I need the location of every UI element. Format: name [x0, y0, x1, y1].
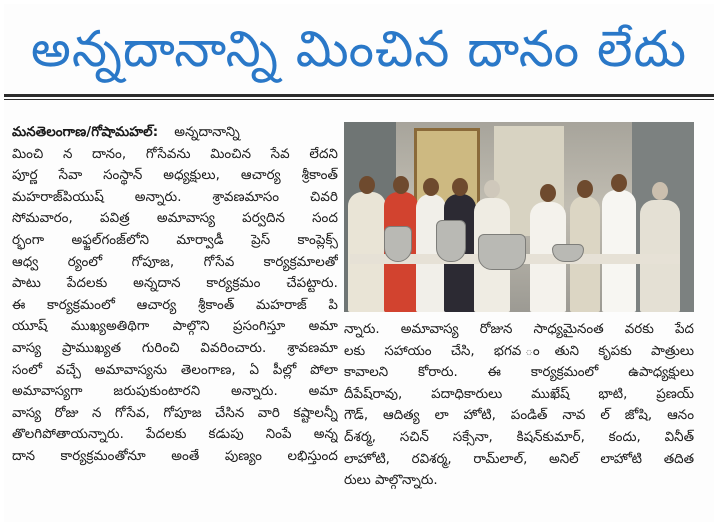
article-line: సోమవారం, పవిత్ర అమావాస్య పర్వదిన సంద	[12, 211, 338, 227]
article-line: ర్భంగా అఫ్జల్‌గంజ్‌లోని మార్వాడీ ప్రెస్ కాంప్లెక్స్	[12, 232, 338, 248]
photo-person-head	[652, 182, 668, 200]
article-line: ఆధ్వ ర్యంలో గోపూజ, గోసేవ కార్యక్రమాలతో	[12, 254, 338, 270]
article-line: దాన కార్యక్రమంతోనూ అంతే పుణ్యం లభిస్తుంద	[12, 448, 338, 464]
article-line: పాటు పేదలకు అన్నదాన కార్యక్రమం చేపట్టారు.	[12, 276, 338, 292]
article-line: యూష్ ముఖ్యఅతిథిగా పాల్గొని ప్రసంగిస్తూ అమా	[12, 319, 338, 335]
photo-person-head	[393, 176, 409, 194]
photo-person-head	[423, 178, 439, 196]
article-line: మహరాజ్‌పియుష్ అన్నారు. శ్రావణమాసం చివరి	[12, 189, 338, 205]
photo-person-head	[359, 176, 375, 194]
article-line: వాస్య రోజు న గోసేవ, గోపూజ చేసిన వారి కష్టాలన్నీ	[12, 405, 338, 421]
article-line: పూర్ణ సేవా సంస్థాన్ అధ్యక్షులు, ఆచార్య శ్రీకాంత్	[12, 168, 338, 184]
photo-cooking-pot	[384, 226, 412, 262]
event-photo	[344, 122, 694, 312]
photo-person-head	[452, 178, 468, 196]
headline: అన్నదానాన్ని మించిన దానం లేదు	[30, 20, 688, 78]
headline-rule	[4, 94, 714, 97]
article-line: సంలో వచ్చే అమావాస్యను తెలంగాణ, ఏ పీల్లో పోలా	[12, 362, 338, 378]
article-left-column	[12, 122, 338, 468]
photo-person-head	[540, 184, 556, 202]
article-line: రులు పాల్గొన్నారు.	[344, 473, 438, 489]
article-line: లకు సహాయం చేసి, భగవ ంతుని కృపకు పాత్రులు	[344, 343, 694, 359]
photo-person	[602, 190, 636, 312]
article-right-column	[344, 319, 694, 492]
photo-person	[348, 192, 386, 312]
article-line: ద్‌శర్మ, సచిన్ సక్సేనా, కిషన్‌కుమార్, కందు, వినీత్	[344, 429, 694, 445]
photo-cooking-pot	[436, 220, 466, 262]
article-line: కావాలని కోరారు. ఈ కార్యక్రమంలో ఉపాధ్యక్షులు	[344, 365, 694, 381]
article-line: వాస్య ప్రాముఖ్యత గురించి వివరించారు. శ్రావణమా	[12, 340, 338, 356]
article-line: మించి న దానం, గోసేవను మించిన సేవ లేదని	[12, 146, 338, 162]
article-line: తొలగిపోతాయన్నారు. పేదలకు కడుపు నింపే అన్న	[12, 427, 338, 443]
article-line: దీపేష్‌రావు, పదాధికారులు ముఖేష్ భాటి, ప్రణయ్	[344, 386, 694, 402]
photo-cooking-pot	[552, 244, 584, 262]
article-line: అమావాస్యగా జరుపుకుంటారని అన్నారు. అమా	[12, 384, 338, 400]
photo-cooking-pot	[478, 234, 526, 270]
article-line: గౌడ్, ఆదిత్య లా హోటి, పండిత్ నావ ల్ జోషి, ఆనం	[344, 408, 694, 424]
article-line: న్నారు. అమావాస్య రోజున సాధ్యమైనంత వరకు పేద	[344, 322, 694, 337]
first-line	[12, 122, 338, 144]
headline-rule-thin	[4, 99, 714, 100]
photo-person-head	[577, 180, 593, 198]
article-line: అన్నదానాన్ని	[174, 125, 240, 140]
article-line: ఈ కార్యక్రమంలో ఆచార్య శ్రీకాంత్ మహరాజ్ పి	[12, 297, 338, 313]
newspaper-clipping	[4, 4, 714, 522]
dateline: మనతెలంగాణ/గోషామహల్:	[12, 125, 159, 140]
article-line: లాహోటి, రవిశర్మ, రామ్‌లాల్, అనిల్ లాహోటి తదిత	[344, 451, 694, 467]
photo-person-head	[484, 180, 500, 198]
photo-person-head	[611, 174, 627, 192]
